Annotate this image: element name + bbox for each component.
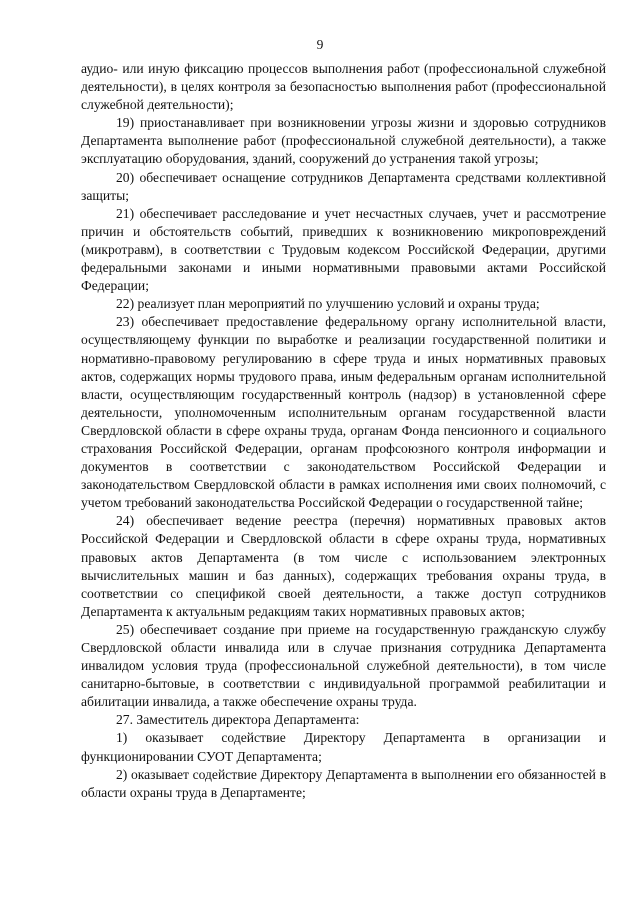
paragraph-subitem-1: 1) оказывает содействие Директору Департамента в организации и функционировании СУОТ Департамента; (81, 730, 606, 764)
paragraph-item-23: 23) обеспечивает предоставление федеральному органу исполнительной власти, осуществляющему функции по выработке и реализации государственной политики и нормативно-правовому регулированию в сфере труда и иных нормативных правовых актов, содержащих нормы трудового права, иным федеральным органам исполнительной власти, осуществляющим государственный контроль (надзор) в установленной сфере деятельности, уполномоченным исполнительным органам государственной власти Свердловской области в сфере охраны труда, органам Фонда пенсионного и социального страхования Российской Федерации, органам профсоюзного контроля информации и документов в соответствии с законодательством Российской Федерации и законодательством Свердловской области в рамках исполнения ими своих полномочий, с учетом требований законодательства Российской Федерации о государственной тайне; (81, 314, 606, 511)
paragraph-item-19: 19) приостанавливает при возникновении угрозы жизни и здоровью сотрудников Департамента выполнение работ (профессиональной служебной деятельности), а также эксплуатацию оборудования, зданий, сооружений до устранения такой угрозы; (81, 115, 606, 167)
document-body (81, 60, 606, 802)
paragraph-subitem-2: 2) оказывает содействие Директору Департамента в выполнении его обязанностей в области охраны труда в Департаменте; (81, 766, 606, 800)
section-heading-27: 27. Заместитель директора Департамента: (116, 712, 360, 728)
paragraph-item-20: 20) обеспечивает оснащение сотрудников Департамента средствами коллективной защиты; (81, 169, 606, 203)
paragraph-item-21: 21) обеспечивает расследование и учет несчастных случаев, учет и рассмотрение причин и обстоятельств событий, приведших к возникновению микроповреждений (микротравм), в соответствии с Трудовым кодексом Российской Федерации, другими федеральными законами и иными нормативными правовыми актами Российской Федерации; (81, 205, 606, 294)
paragraph-item-25: 25) обеспечивает создание при приеме на государственную гражданскую службу Свердловской области инвалида или в случае признания сотрудника Департамента инвалидом условия труда (профессиональной служебной деятельности), в том числе санитарно-бытовые, в соответствии с индивидуальной программой реабилитации и абилитации инвалида, а также обеспечение охраны труда. (81, 621, 606, 710)
page-number: 9 (316, 37, 324, 52)
paragraph-continuation: аудио- или иную фиксацию процессов выполнения работ (профессиональной служебной деятельности), в целях контроля за безопасностью выполнения работ (профессиональной служебной деятельности); (81, 61, 606, 113)
paragraph-item-24: 24) обеспечивает ведение реестра (перечня) нормативных правовых актов Российской Федерации и Свердловской области в сфере охраны труда, нормативных правовых актов Департамента (в том числе с использованием электронных вычислительных машин и баз данных), содержащих требования охраны труда, в соответствии со спецификой своей деятельности, а также доступ сотрудников Департамента к актуальным редакциям таких нормативных правовых актов; (81, 513, 606, 619)
paragraph-item-22: 22) реализует план мероприятий по улучшению условий и охраны труда; (116, 296, 540, 312)
